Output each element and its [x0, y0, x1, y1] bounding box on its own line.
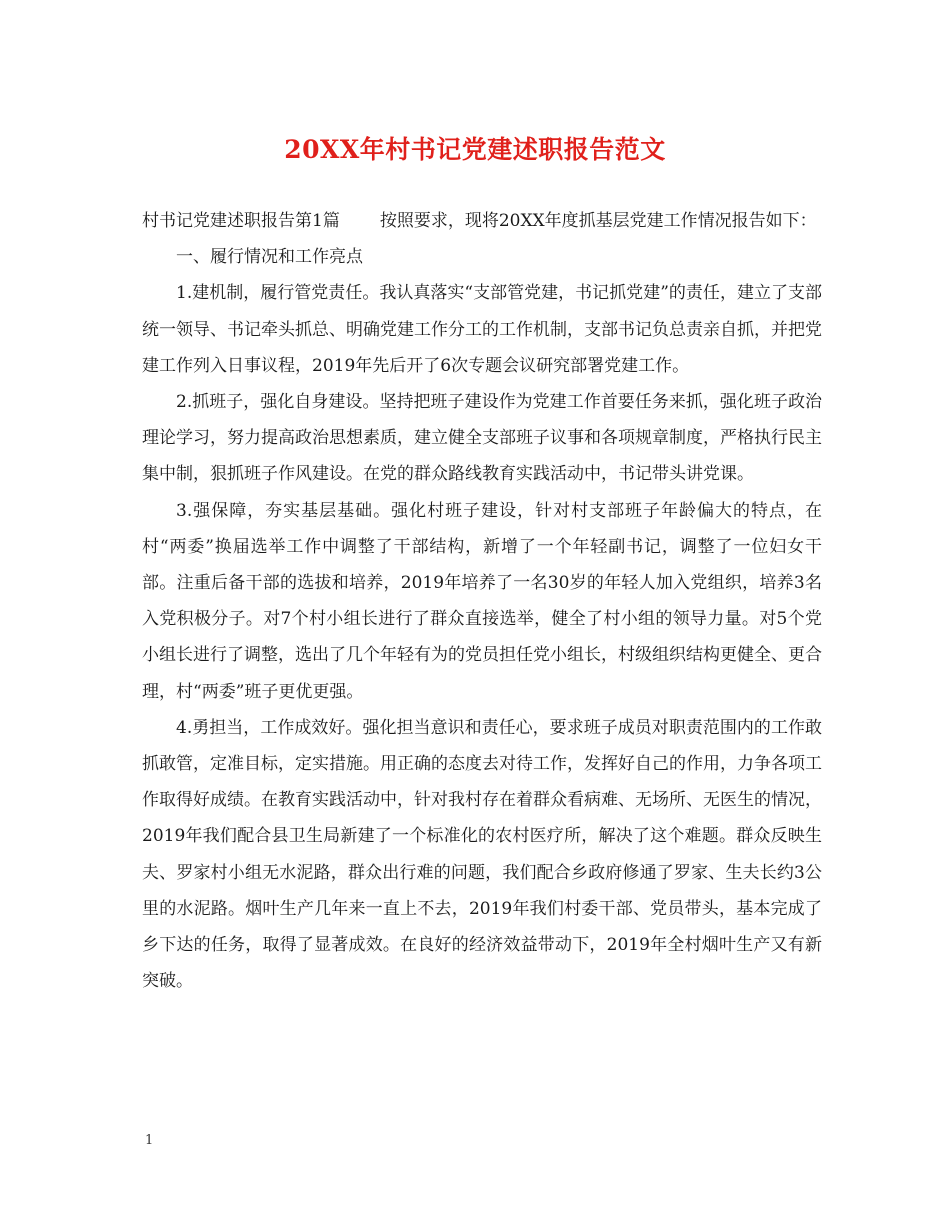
- intro-paragraph: [142, 203, 822, 239]
- section-heading: 一、履行情况和工作亮点: [176, 247, 363, 268]
- paragraph-2: 2.抓班子，强化自身建设。坚持把班子建设作为党建工作首要任务来抓，强化班子政治理论学习，努力提高政治思想素质，建立健全支部班子议事和各项规章制度，严格执行民主集中制，狠抓班子作风建设。在党的群众路线教育实践活动中，书记带头讲党课。: [142, 392, 822, 485]
- paragraph-3: 3.强保障，夯实基层基础。强化村班子建设，针对村支部班子年龄偏大的特点，在村“两委”换届选举工作中调整了干部结构，新增了一个年轻副书记，调整了一位妇女干部。注重后备干部的选拔和培养，2019年培养了一名30岁的年轻人加入党组织，培养3名入党积极分子。对7个村小组长进行了群众直接选举，健全了村小组的领导力量。对5个党小组长进行了调整，选出了几个年轻有为的党员担任党小组长，村级组织结构更健全、更合理，村“两委”班子更优更强。: [142, 500, 822, 702]
- document-title: 20XX年村书记党建述职报告范文: [284, 135, 666, 164]
- page-number: 1: [145, 1133, 154, 1148]
- document-body: [142, 203, 822, 999]
- paragraph-1: 1.建机制，履行管党责任。我认真落实“支部管党建，书记抓党建”的责任，建立了支部统一领导、书记牵头抓总、明确党建工作分工的工作机制，支部书记负总责亲自抓，并把党建工作列入日事议程，2019年先后开了6次专题会议研究部署党建工作。: [142, 283, 822, 376]
- intro-label: 村书记党建述职报告第1篇: [142, 211, 340, 231]
- intro-text: 按照要求，现将20XX年度抓基层党建工作情况报告如下：: [379, 211, 817, 231]
- paragraph-4: 4.勇担当，工作成效好。强化担当意识和责任心，要求班子成员对职责范围内的工作敢抓敢管，定准目标，定实措施。用正确的态度去对待工作，发挥好自己的作用，力争各项工作取得好成绩。在教育实践活动中，针对我村存在着群众看病难、无场所、无医生的情况，2019年我们配合县卫生局新建了一个标准化的农村医疗所，解决了这个难题。群众反映生夫、罗家村小组无水泥路，群众出行难的问题，我们配合乡政府修通了罗家、生夫长约3公里的水泥路。烟叶生产几年来一直上不去，2019年我们村委干部、党员带头，基本完成了乡下达的任务，取得了显著成效。在良好的经济效益带动下，2019年全村烟叶生产又有新突破。: [142, 717, 822, 992]
